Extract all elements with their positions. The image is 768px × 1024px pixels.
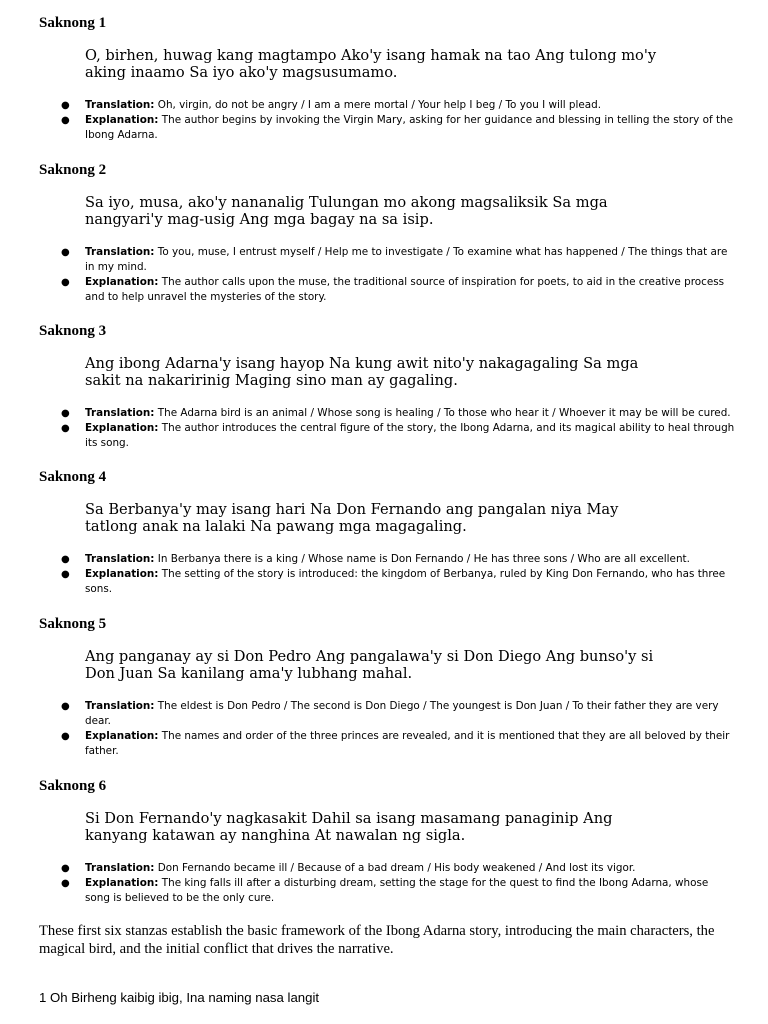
stanza-4 xyxy=(39,468,739,595)
translation-label: Translation: xyxy=(85,99,155,111)
translation-note xyxy=(39,98,735,113)
bullet-icon: ● xyxy=(61,247,70,258)
conclusion-paragraph: These first six stanzas establish the basic framework of the Ibong Adarna story, introducing the main characters, the magical bird, and the initial conflict that drives the narrative. xyxy=(39,923,715,957)
stanza-verse: Ang ibong Adarna'y isang hayop Na kung awit nito'y nakagagaling Sa mga sakit na nakaririnig Maging sino man ay gagaling. xyxy=(85,355,639,389)
explanation-label: Explanation: xyxy=(85,422,159,434)
explanation-note xyxy=(39,113,735,143)
bullet-icon: ● xyxy=(61,731,70,742)
bullet-icon: ● xyxy=(61,423,70,434)
explanation-text: The names and order of the three princes are revealed, and it is mentioned that they are all beloved by their father. xyxy=(85,730,730,757)
stanza-heading: Saknong 1 xyxy=(39,15,107,31)
translation-note xyxy=(39,406,735,421)
explanation-text: The author calls upon the muse, the traditional source of inspiration for poets, to aid in the creative process and to help unravel the mysteries of the story. xyxy=(85,276,725,303)
bullet-icon: ● xyxy=(61,115,70,126)
translation-note xyxy=(39,552,735,567)
translation-text: In Berbanya there is a king / Whose name is Don Fernando / He has three sons / Who are all excellent. xyxy=(157,553,690,565)
bullet-icon: ● xyxy=(61,569,70,580)
stanza-notes xyxy=(39,98,739,143)
stanza-2 xyxy=(39,161,739,303)
bullet-icon: ● xyxy=(61,554,70,565)
bullet-icon: ● xyxy=(61,408,70,419)
translation-text: The eldest is Don Pedro / The second is Don Diego / The youngest is Don Juan / To their father they are very dear. xyxy=(85,700,719,727)
translation-text: To you, muse, I entrust myself / Help me to investigate / To examine what has happened / The things that are in my mind. xyxy=(85,246,728,273)
stanza-heading: Saknong 2 xyxy=(39,162,107,178)
translation-label: Translation: xyxy=(85,553,155,565)
explanation-label: Explanation: xyxy=(85,114,159,126)
explanation-note xyxy=(39,876,735,906)
explanation-text: The king falls ill after a disturbing dream, setting the stage for the quest to find the Ibong Adarna, whose song is believed to be the only cure. xyxy=(85,877,709,904)
translation-text: Oh, virgin, do not be angry / I am a mere mortal / Your help I beg / To you I will plead. xyxy=(157,99,602,111)
footer-verse-line: 1 Oh Birheng kaibig ibig, Ina naming nasa langit xyxy=(39,990,320,1005)
explanation-text: The author begins by invoking the Virgin Mary, asking for her guidance and blessing in telling the story of the Ibong Adarna. xyxy=(85,114,734,141)
explanation-label: Explanation: xyxy=(85,730,159,742)
explanation-note xyxy=(39,421,735,451)
stanza-notes xyxy=(39,406,739,451)
stanza-6 xyxy=(39,777,739,904)
stanza-verse: Sa Berbanya'y may isang hari Na Don Fernando ang pangalan niya May tatlong anak na lalaki Na pawang mga magagaling. xyxy=(85,501,619,535)
stanza-verse: Sa iyo, musa, ako'y nananalig Tulungan mo akong magsaliksik Sa mga nangyari'y mag-usig Ang mga bagay na sa isip. xyxy=(85,194,608,228)
bullet-icon: ● xyxy=(61,100,70,111)
stanza-5 xyxy=(39,615,739,757)
stanza-heading: Saknong 3 xyxy=(39,323,107,339)
explanation-text: The author introduces the central figure of the story, the Ibong Adarna, and its magical ability to heal through its song. xyxy=(85,422,735,449)
bullet-icon: ● xyxy=(61,701,70,712)
explanation-label: Explanation: xyxy=(85,276,159,288)
translation-note xyxy=(39,699,735,729)
stanza-verse: Ang panganay ay si Don Pedro Ang pangalawa'y si Don Diego Ang bunso'y si Don Juan Sa kanilang ama'y lubhang mahal. xyxy=(85,648,654,682)
translation-label: Translation: xyxy=(85,407,155,419)
explanation-note xyxy=(39,729,735,759)
stanza-heading: Saknong 5 xyxy=(39,616,107,632)
stanza-notes xyxy=(39,699,739,759)
translation-label: Translation: xyxy=(85,862,155,874)
stanza-verse: O, birhen, huwag kang magtampo Ako'y isang hamak na tao Ang tulong mo'y aking inaamo Sa iyo ako'y magsusumamo. xyxy=(85,47,657,81)
stanza-heading: Saknong 6 xyxy=(39,778,107,794)
translation-note xyxy=(39,861,735,876)
explanation-label: Explanation: xyxy=(85,877,159,889)
translation-text: The Adarna bird is an animal / Whose song is healing / To those who hear it / Whoever it may be will be cured. xyxy=(157,407,731,419)
translation-text: Don Fernando became ill / Because of a bad dream / His body weakened / And lost its vigor. xyxy=(157,862,636,874)
bullet-icon: ● xyxy=(61,863,70,874)
explanation-label: Explanation: xyxy=(85,568,159,580)
stanza-notes xyxy=(39,245,739,305)
translation-note xyxy=(39,245,735,275)
explanation-text: The setting of the story is introduced: the kingdom of Berbanya, ruled by King Don Fernando, who has three sons. xyxy=(85,568,726,595)
stanza-1 xyxy=(39,14,739,141)
stanza-heading: Saknong 4 xyxy=(39,469,107,485)
bullet-icon: ● xyxy=(61,277,70,288)
stanza-notes xyxy=(39,552,739,597)
explanation-note xyxy=(39,567,735,597)
stanza-3 xyxy=(39,322,739,449)
bullet-icon: ● xyxy=(61,878,70,889)
stanza-verse: Si Don Fernando'y nagkasakit Dahil sa isang masamang panaginip Ang kanyang katawan ay nanghina At nawalan ng sigla. xyxy=(85,810,613,844)
translation-label: Translation: xyxy=(85,700,155,712)
stanza-notes xyxy=(39,861,739,906)
translation-label: Translation: xyxy=(85,246,155,258)
explanation-note xyxy=(39,275,735,305)
